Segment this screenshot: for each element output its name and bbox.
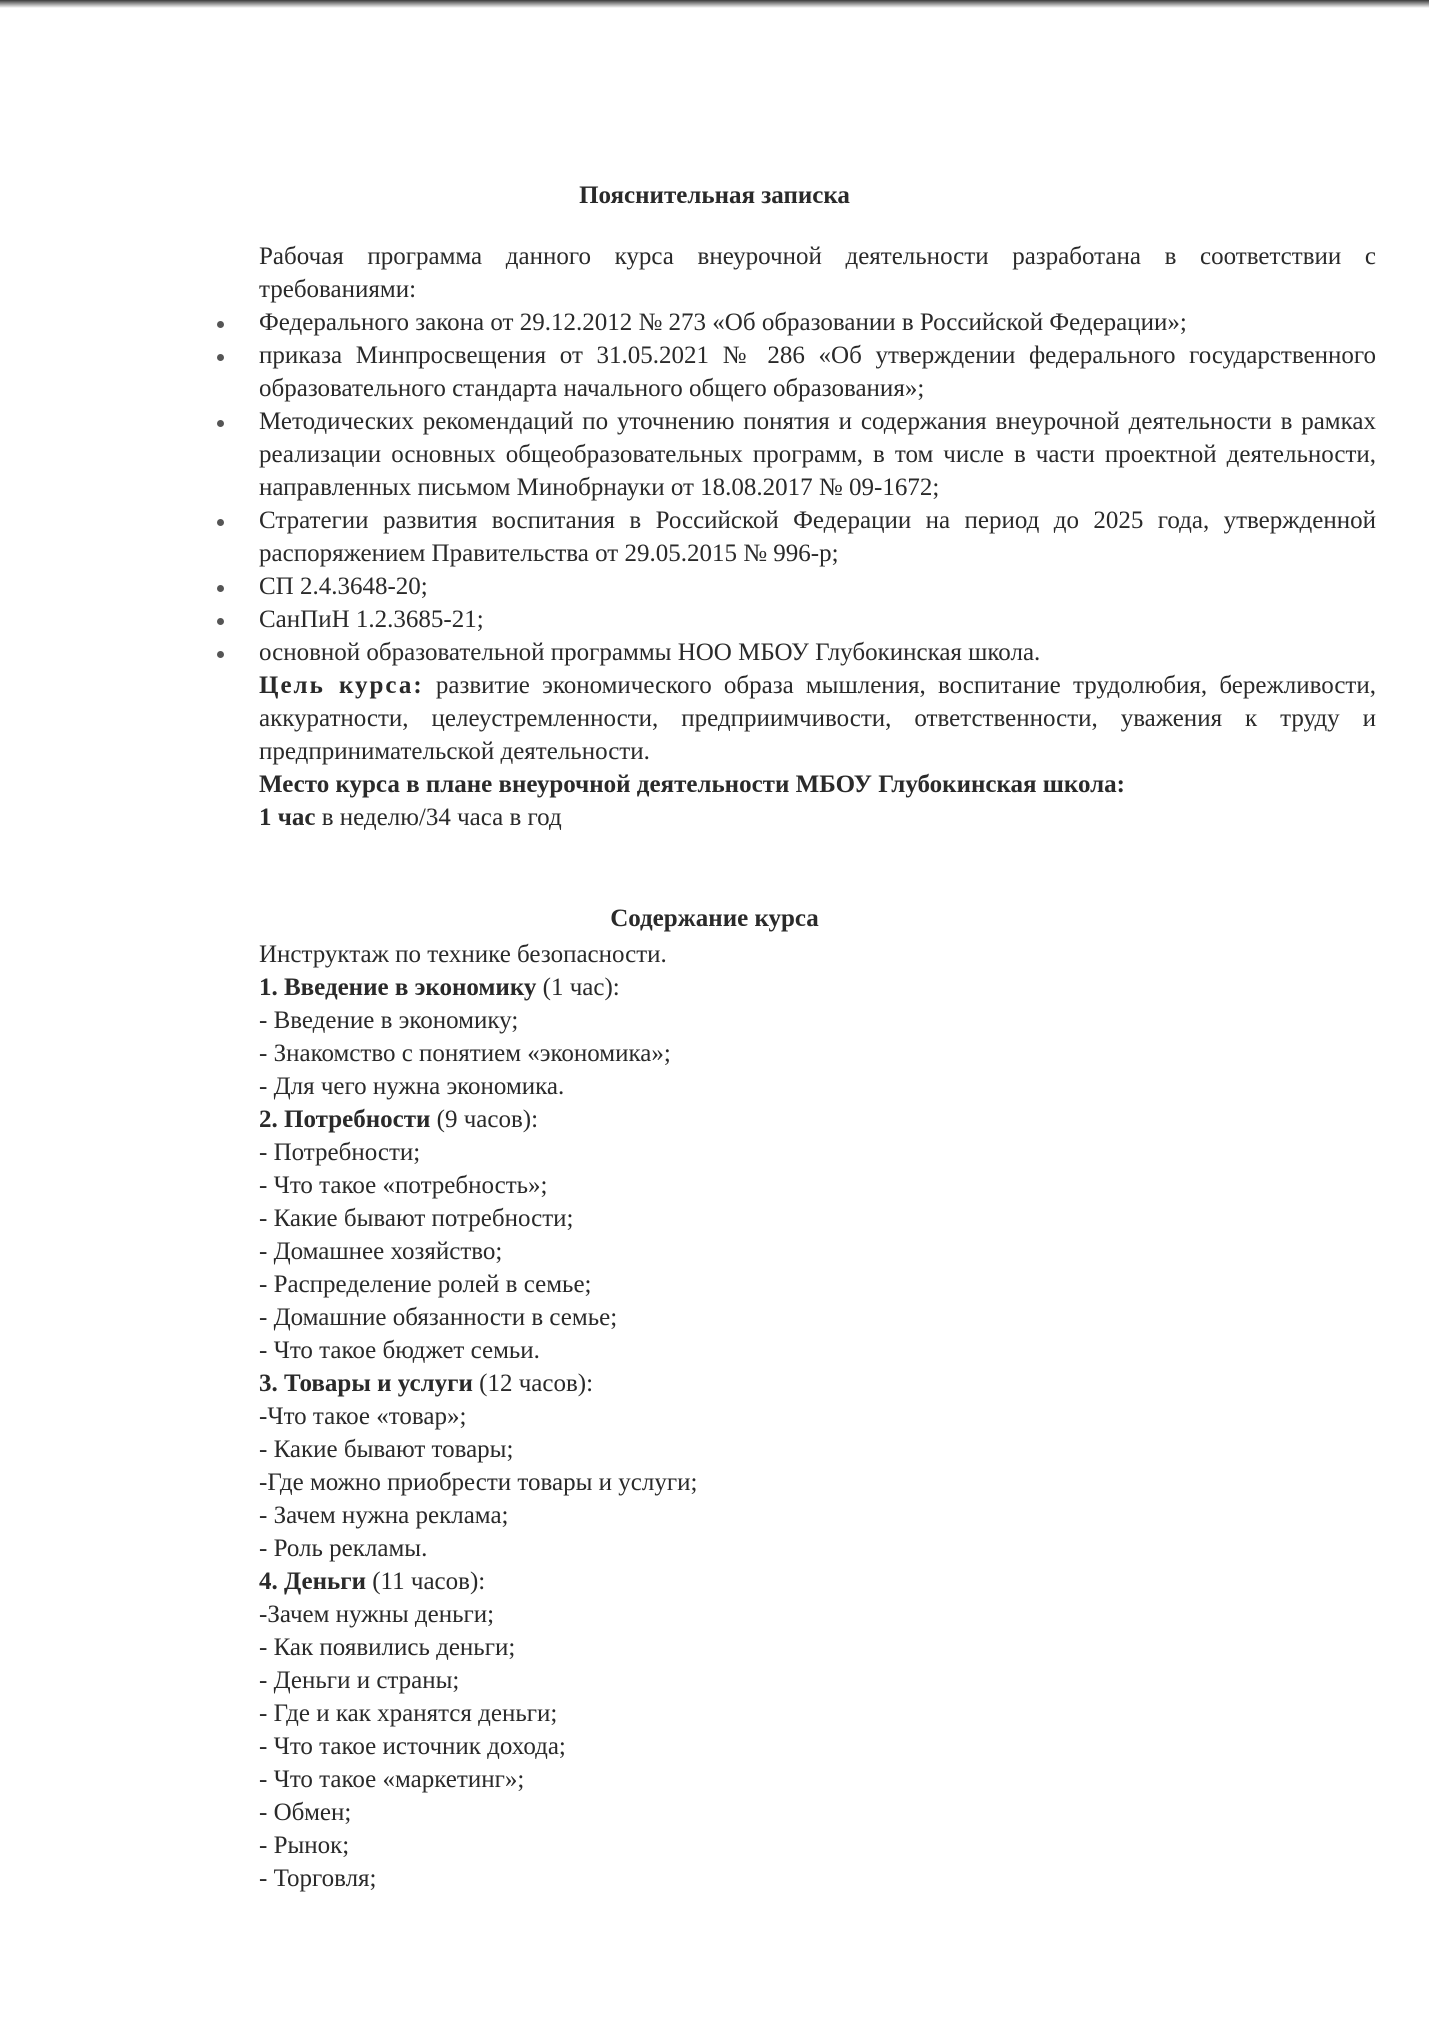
- list-item: - Что такое «потребность»;: [259, 1172, 548, 1199]
- list-item: -Где можно приобрести товары и услуги;: [259, 1469, 698, 1496]
- hours-rest: в неделю/34 часа в год: [315, 804, 562, 831]
- note-title: Пояснительная записка: [579, 182, 850, 209]
- list-item: - Какие бывают потребности;: [259, 1205, 574, 1232]
- section-title: 3. Товары и услуги: [259, 1370, 473, 1397]
- list-item: -Что такое «товар»;: [259, 1403, 467, 1430]
- list-item: - Зачем нужна реклама;: [259, 1502, 509, 1529]
- requirement-item: Методических рекомендаций по уточнению понятия и содержания внеурочной деятельности в рамках реализации основных общеобразовательных программ, в том числе в части проектной деятельности, направленных письмом Минобрнауки от 18.08.2017 № 09-1672;: [259, 405, 1376, 504]
- requirement-item: СП 2.4.3648-20;: [259, 570, 1376, 603]
- list-item: - Роль рекламы.: [259, 1535, 428, 1562]
- list-item: - Что такое бюджет семьи.: [259, 1337, 540, 1364]
- requirement-item: Федерального закона от 29.12.2012 № 273 «Об образовании в Российской Федерации»;: [259, 306, 1376, 339]
- section-hours: (12 часов):: [472, 1370, 594, 1397]
- requirement-item: приказа Минпросвещения от 31.05.2021 № 286 «Об утверждении федерального государственного образовательного стандарта начального общего образования»;: [259, 339, 1376, 405]
- goal-label: Цель курса:: [259, 672, 424, 699]
- list-item: - Как появились деньги;: [259, 1634, 516, 1661]
- section-title: 4. Деньги: [259, 1568, 366, 1595]
- intro-text: Рабочая программа данного курса внеурочной деятельности разработана в соответствии с требованиями:: [259, 243, 1376, 303]
- section-heading: [259, 1367, 1376, 1400]
- list-item: - Знакомство с понятием «экономика»;: [259, 1040, 671, 1067]
- requirement-item: Стратегии развития воспитания в Российской Федерации на период до 2025 года, утвержденной распоряжением Правительства от 29.05.2015 № 996-р;: [259, 504, 1376, 570]
- hours-bold: 1 час: [259, 804, 316, 831]
- goal-text: развитие экономического образа мышления, воспитание трудолюбия, бережливости, аккуратности, целеустремленности, предприимчивости, ответственности, уважения к труду и предпринимательской деятельности.: [259, 672, 1376, 765]
- list-item: - Потребности;: [259, 1139, 421, 1166]
- list-item: -Зачем нужны деньги;: [259, 1601, 495, 1628]
- scan-edge: [0, 0, 1429, 8]
- list-item: - Где и как хранятся деньги;: [259, 1700, 558, 1727]
- list-item: - Что такое источник дохода;: [259, 1733, 566, 1760]
- content-title: Содержание курса: [610, 905, 819, 932]
- requirement-item: основной образовательной программы НОО МБОУ Глубокинская школа.: [259, 636, 1376, 669]
- requirement-item: СанПиН 1.2.3685-21;: [259, 603, 1376, 636]
- intro-block: [259, 240, 1376, 834]
- section-title: 2. Потребности: [259, 1106, 431, 1133]
- goal-paragraph: [259, 669, 1376, 768]
- safety-line: Инструктаж по технике безопасности.: [259, 941, 667, 968]
- list-item: - Введение в экономику;: [259, 1007, 519, 1034]
- list-item: - Рынок;: [259, 1832, 350, 1859]
- section-title: 1. Введение в экономику: [259, 974, 537, 1001]
- list-item: - Торговля;: [259, 1865, 377, 1892]
- section-heading: [259, 1565, 1376, 1598]
- list-item: - Домашнее хозяйство;: [259, 1238, 503, 1265]
- section-hours: (9 часов):: [430, 1106, 539, 1133]
- list-item: - Для чего нужна экономика.: [259, 1073, 565, 1100]
- list-item: - Какие бывают товары;: [259, 1436, 514, 1463]
- requirements-list: [259, 306, 1376, 669]
- section-hours: (1 час):: [536, 974, 620, 1001]
- list-item: - Обмен;: [259, 1799, 352, 1826]
- place-heading: Место курса в плане внеурочной деятельности МБОУ Глубокинская школа:: [259, 771, 1125, 798]
- section-heading: [259, 1103, 1376, 1136]
- list-item: - Распределение ролей в семье;: [259, 1271, 592, 1298]
- section-heading: [259, 971, 1376, 1004]
- list-item: - Деньги и страны;: [259, 1667, 460, 1694]
- section-hours: (11 часов):: [365, 1568, 486, 1595]
- hours-line: [259, 801, 1376, 834]
- list-item: - Что такое «маркетинг»;: [259, 1766, 525, 1793]
- list-item: - Домашние обязанности в семье;: [259, 1304, 618, 1331]
- course-content: [259, 938, 1376, 1895]
